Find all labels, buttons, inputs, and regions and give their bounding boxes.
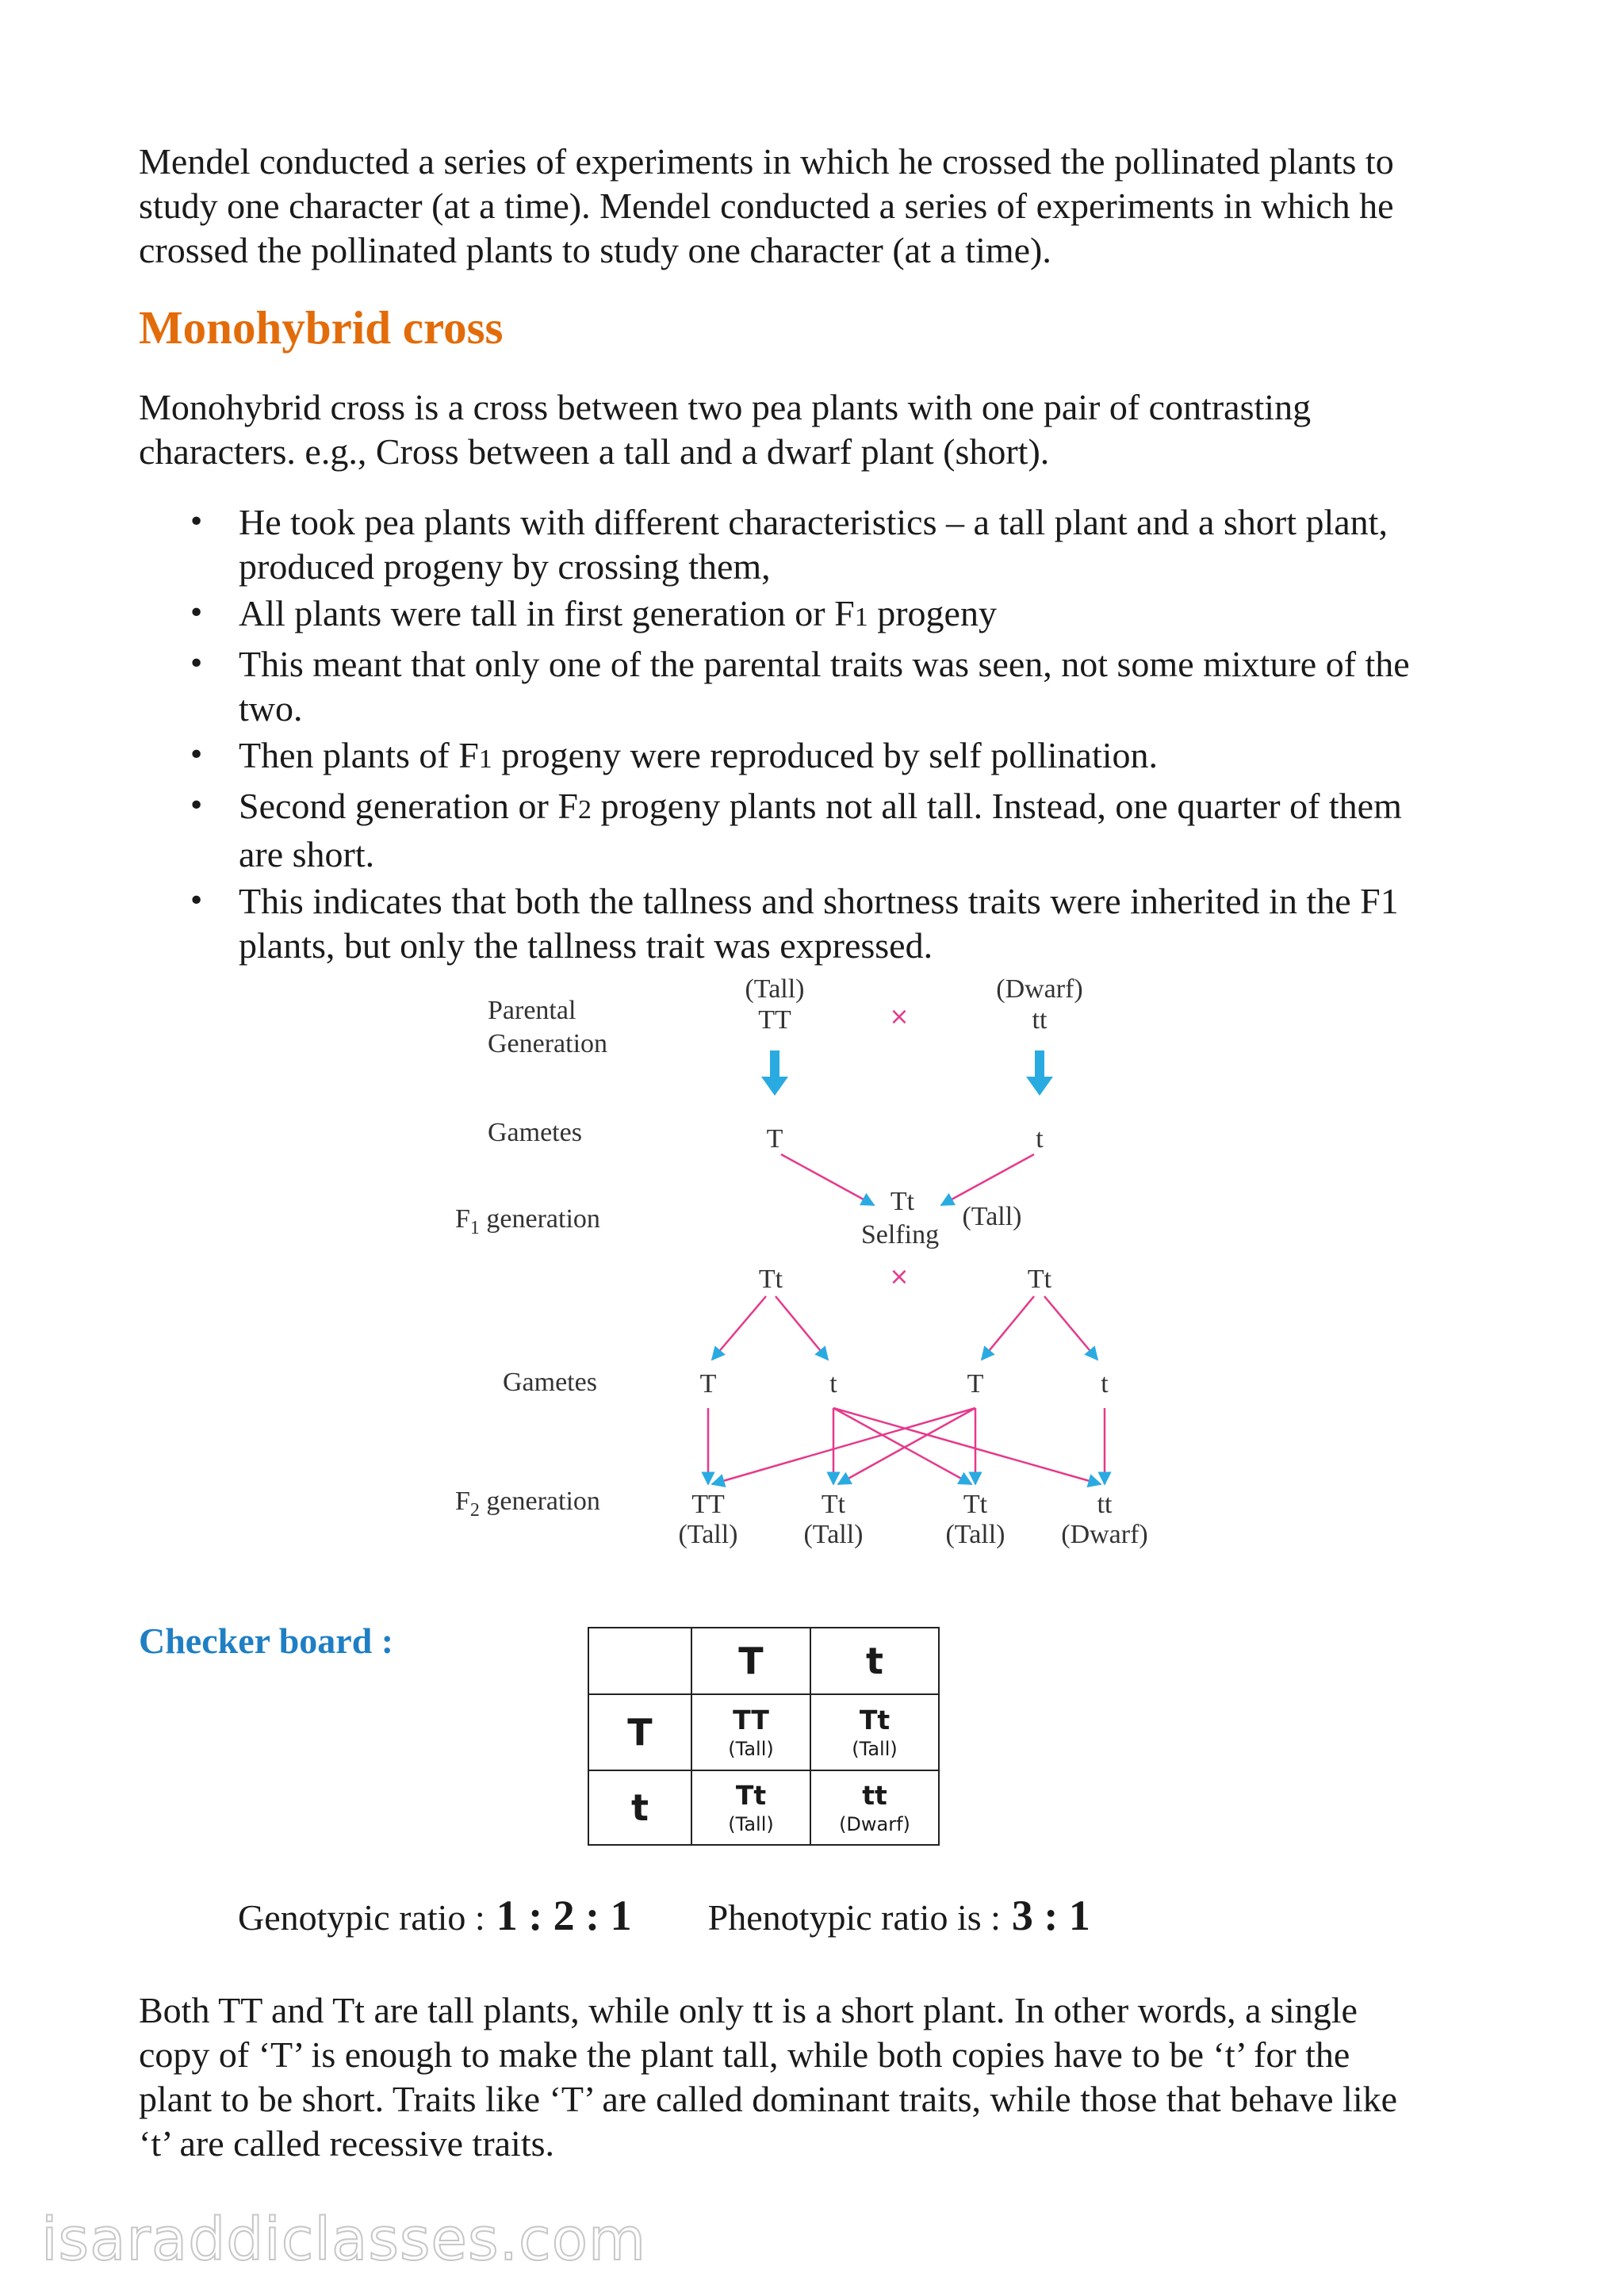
monohybrid-cross-diagram <box>428 959 1237 1578</box>
row-header: t <box>588 1770 691 1845</box>
label-generation: Generation <box>488 1029 608 1058</box>
table-cell <box>810 1770 939 1845</box>
bullet-text: progeny <box>868 593 997 633</box>
intro-line: crossed the pollinated plants to study one character (at a time). <box>139 230 1051 270</box>
bullet-list <box>139 500 1503 970</box>
selfing-label: Selfing <box>860 1220 940 1249</box>
parent-dwarf-genotype: tt <box>1032 1005 1048 1035</box>
bullet-item <box>139 879 1503 968</box>
cell-genotype: Tt <box>735 1780 767 1811</box>
label-f1-generation <box>455 1204 600 1238</box>
corner-cell <box>588 1628 691 1694</box>
bullet-item <box>139 784 1503 877</box>
closing-line: Both TT and Tt are tall plants, while only tt is a short plant. In other words, a single <box>139 1990 1358 2030</box>
cell-phenotype: (Tall) <box>852 1738 898 1760</box>
f2-genotype: tt <box>1097 1490 1113 1519</box>
phenotypic-ratio-label: Phenotypic ratio is : <box>707 1897 1001 1938</box>
subscript: 2 <box>469 1500 480 1521</box>
table-row <box>588 1770 939 1845</box>
parent-dwarf-phenotype: (Dwarf) <box>996 974 1083 1004</box>
cross-symbol: × <box>889 1003 910 1031</box>
cell-phenotype: (Dwarf) <box>839 1813 910 1835</box>
bullet-text: progeny plants not all tall. Instead, one quarter of them <box>591 786 1402 826</box>
down-arrow-icon <box>761 1050 788 1096</box>
bullet-item <box>139 733 1503 782</box>
label-text: F <box>455 1487 470 1516</box>
bullet-line: two. <box>239 688 303 729</box>
fertilization-line <box>833 1408 971 1484</box>
table-cell <box>691 1694 810 1770</box>
phenotypic-ratio-value: 3 : 1 <box>1011 1892 1090 1939</box>
label-text: generation <box>479 1204 600 1234</box>
branch-line <box>982 1296 1034 1360</box>
f1-gamete: t <box>829 1369 837 1399</box>
f2-genotype: Tt <box>821 1490 846 1519</box>
cell-genotype: TT <box>733 1705 769 1735</box>
label-f2-generation <box>455 1487 600 1521</box>
f2-phenotype: (Dwarf) <box>1061 1520 1148 1549</box>
punnett-square <box>588 1627 940 1846</box>
f2-phenotype: (Tall) <box>803 1520 864 1549</box>
f1-parent-right: Tt <box>1027 1265 1052 1294</box>
ratios-line <box>238 1892 1090 1942</box>
subscript: 2 <box>577 795 592 825</box>
f1-gamete: T <box>699 1369 717 1399</box>
bullet-line: • This indicates that both the tallness and shortness traits were inherited in the F1 <box>239 881 1399 921</box>
fertilization-line <box>712 1408 975 1484</box>
label-parental: Parental <box>488 996 576 1025</box>
genotypic-ratio-label: Genotypic ratio : <box>238 1897 485 1938</box>
parent-tall-phenotype: (Tall) <box>745 974 805 1004</box>
intro-line: study one character (at a time). Mendel conducted a series of experiments in which he <box>139 186 1394 226</box>
closing-line: copy of ‘T’ is enough to make the plant tall, while both copies have to be ‘t’ for the <box>139 2034 1350 2075</box>
subscript: 1 <box>478 744 492 774</box>
table-row <box>588 1628 939 1694</box>
f1-gamete: t <box>1101 1369 1109 1399</box>
table-cell <box>691 1770 810 1845</box>
genotypic-ratio-value: 1 : 2 : 1 <box>496 1892 632 1939</box>
f2-phenotype: (Tall) <box>678 1520 738 1549</box>
f1-phenotype: (Tall) <box>962 1202 1022 1231</box>
f2-genotype: Tt <box>963 1490 988 1519</box>
cross-symbol: × <box>889 1263 910 1291</box>
cell-phenotype: (Tall) <box>728 1813 774 1835</box>
definition-line: characters. e.g., Cross between a tall and a dwarf plant (short). <box>139 431 1050 472</box>
label-gametes-2: Gametes <box>503 1368 597 1397</box>
f1-gamete: T <box>967 1369 984 1399</box>
f2-genotype: TT <box>691 1490 725 1519</box>
branch-line <box>1044 1296 1097 1360</box>
cell-phenotype: (Tall) <box>728 1738 774 1760</box>
definition-paragraph <box>139 385 1487 474</box>
table-row <box>588 1694 939 1770</box>
fertilization-line <box>838 1408 975 1484</box>
gamete-t: t <box>1036 1124 1044 1154</box>
bullet-line: • This meant that only one of the parental traits was seen, not some mixture of the <box>239 644 1410 684</box>
bullet-line: plants, but only the tallness trait was expressed. <box>239 925 933 966</box>
cell-genotype: Tt <box>859 1705 891 1735</box>
subscript: 1 <box>854 603 868 632</box>
subscript: 1 <box>469 1218 480 1238</box>
column-header: t <box>810 1628 939 1694</box>
cell-genotype: tt <box>862 1780 887 1811</box>
section-heading: Monohybrid cross <box>139 301 504 354</box>
table-cell <box>810 1694 939 1770</box>
closing-paragraph <box>139 1988 1487 2166</box>
bullet-line: are short. <box>239 834 375 874</box>
down-arrow-icon <box>1026 1050 1053 1096</box>
checker-board-label: Checker board : <box>139 1621 394 1661</box>
label-gametes-1: Gametes <box>488 1118 582 1147</box>
branch-line <box>776 1296 828 1360</box>
parent-tall-genotype: TT <box>758 1005 791 1035</box>
bullet-item <box>139 591 1503 640</box>
label-text: F <box>455 1204 470 1234</box>
watermark: isaraddiclasses.com <box>41 2206 647 2274</box>
closing-line: plant to be short. Traits like ‘T’ are called dominant traits, while those that behave like <box>139 2079 1398 2119</box>
f1-parent-left: Tt <box>758 1265 783 1294</box>
column-header: T <box>691 1628 810 1694</box>
gamete-to-f1-line <box>781 1154 874 1205</box>
bullet-text: Then plants of F <box>239 735 479 775</box>
bullet-text: All plants were tall in first generation or F <box>239 593 855 633</box>
bullet-line <box>239 591 1503 640</box>
bullet-line <box>239 784 1503 832</box>
branch-line <box>712 1296 766 1360</box>
bullet-item <box>139 642 1503 731</box>
bullet-line <box>239 733 1503 782</box>
fertilization-line <box>833 1408 1101 1484</box>
bullet-text: Second generation or F <box>239 786 578 826</box>
label-text: generation <box>479 1487 600 1516</box>
closing-line: ‘t’ are called recessive traits. <box>139 2123 555 2164</box>
intro-line: Mendel conducted a series of experiments in which he crossed the pollinated plants to <box>139 141 1394 182</box>
bullet-line: produced progeny by crossing them, <box>239 546 771 587</box>
bullet-text: progeny were reproduced by self pollination. <box>492 735 1159 775</box>
intro-paragraph <box>139 140 1487 273</box>
bullet-item <box>139 500 1503 589</box>
bullet-line: • He took pea plants with different characteristics – a tall plant and a short plant, <box>239 502 1388 542</box>
definition-line: Monohybrid cross is a cross between two pea plants with one pair of contrasting <box>139 387 1312 427</box>
f1-genotype: Tt <box>890 1187 915 1216</box>
cross-diagram-svg <box>428 959 1237 1578</box>
gamete-to-f1-line <box>941 1154 1034 1205</box>
f2-phenotype: (Tall) <box>945 1520 1005 1549</box>
row-header: T <box>588 1694 691 1770</box>
gamete-T: T <box>766 1124 783 1154</box>
